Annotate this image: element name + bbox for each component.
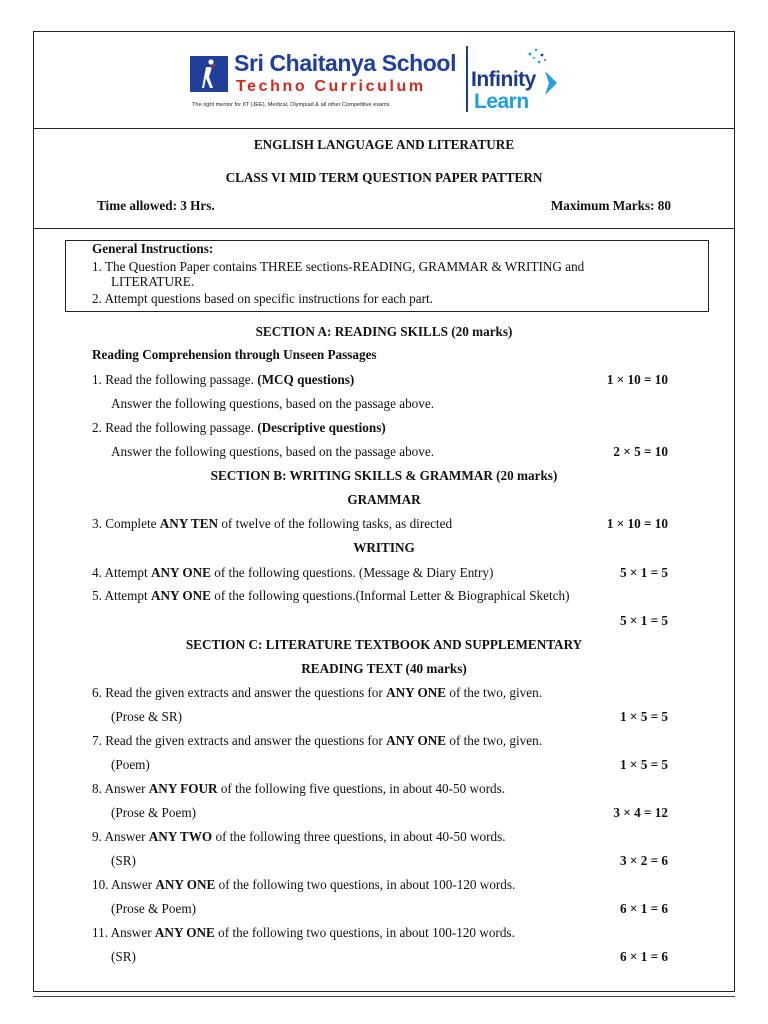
header-divider bbox=[33, 128, 735, 129]
question-9-marks: 3 × 2 = 6 bbox=[620, 853, 668, 868]
question-5-marks: 5 × 1 = 5 bbox=[620, 613, 668, 628]
question-7: 7. Read the given extracts and answer the questions for ANY ONE of the two, given. bbox=[92, 733, 543, 748]
logo-subtitle: Techno Curriculum bbox=[236, 78, 426, 95]
instruction-1-cont: LITERATURE. bbox=[111, 274, 195, 289]
instruction-1: 1. The Question Paper contains THREE sections-READING, GRAMMAR & WRITING and bbox=[92, 259, 585, 274]
question-11-sub: (SR) bbox=[111, 949, 136, 964]
question-6: 6. Read the given extracts and answer the questions for ANY ONE of the two, given. bbox=[92, 685, 543, 700]
question-10: 10. Answer ANY ONE of the following two questions, in about 100-120 words. bbox=[92, 877, 516, 892]
arrow-icon bbox=[544, 70, 558, 96]
logo-divider bbox=[466, 46, 468, 112]
instructions-heading: General Instructions: bbox=[92, 241, 214, 256]
question-3: 3. Complete ANY TEN of twelve of the following tasks, as directed bbox=[92, 516, 453, 531]
question-4: 4. Attempt ANY ONE of the following questions. (Message & Diary Entry) bbox=[92, 565, 494, 580]
question-9: 9. Answer ANY TWO of the following three questions, in about 40-50 words. bbox=[92, 829, 506, 844]
question-10-marks: 6 × 1 = 6 bbox=[620, 901, 668, 916]
question-8: 8. Answer ANY FOUR of the following five questions, in about 40-50 words. bbox=[92, 781, 506, 796]
question-1: 1. Read the following passage. (MCQ questions) bbox=[92, 372, 355, 387]
question-4-marks: 5 × 1 = 5 bbox=[620, 565, 668, 580]
question-10-sub: (Prose & Poem) bbox=[111, 901, 196, 916]
question-5: 5. Attempt ANY ONE of the following questions.(Informal Letter & Biographical Sketch) bbox=[92, 588, 570, 603]
question-7-sub: (Poem) bbox=[111, 757, 150, 772]
question-11: 11. Answer ANY ONE of the following two questions, in about 100-120 words. bbox=[92, 925, 515, 940]
question-9-sub: (SR) bbox=[111, 853, 136, 868]
question-6-marks: 1 × 5 = 5 bbox=[620, 709, 668, 724]
question-8-marks: 3 × 4 = 12 bbox=[613, 805, 668, 820]
logo-tagline: The right mentor for IIT (JEE), Medical, Olympiad & all other Competitive exams bbox=[192, 102, 390, 108]
subject-title: ENGLISH LANGUAGE AND LITERATURE bbox=[253, 137, 515, 152]
general-instructions-box bbox=[65, 240, 709, 312]
question-3-marks: 1 × 10 = 10 bbox=[606, 516, 668, 531]
question-2-sub: Answer the following questions, based on the passage above. bbox=[111, 444, 435, 459]
instruction-2: 2. Attempt questions based on specific instructions for each part. bbox=[92, 291, 433, 306]
school-emblem-icon bbox=[190, 56, 228, 92]
section-b-title: SECTION B: WRITING SKILLS & GRAMMAR (20 marks) bbox=[210, 468, 558, 483]
page-bottom-rule bbox=[33, 996, 735, 997]
section-a-title: SECTION A: READING SKILLS (20 marks) bbox=[255, 324, 513, 339]
sparkle-icon bbox=[520, 46, 550, 68]
school-logo bbox=[190, 46, 570, 116]
maximum-marks: Maximum Marks: 80 bbox=[550, 198, 671, 213]
section-c-title-cont: READING TEXT (40 marks) bbox=[301, 661, 467, 676]
grammar-heading: GRAMMAR bbox=[347, 492, 421, 507]
section-a-subtitle: Reading Comprehension through Unseen Passages bbox=[92, 347, 377, 362]
question-2: 2. Read the following passage. (Descriptive questions) bbox=[92, 420, 386, 435]
time-allowed: Time allowed: 3 Hrs. bbox=[97, 198, 215, 213]
logo-title: Sri Chaitanya School bbox=[234, 50, 457, 76]
question-6-sub: (Prose & SR) bbox=[111, 709, 183, 724]
writing-heading: WRITING bbox=[353, 540, 415, 555]
paper-title: CLASS VI MID TERM QUESTION PAPER PATTERN bbox=[225, 170, 543, 185]
question-1-sub: Answer the following questions, based on the passage above. bbox=[111, 396, 435, 411]
header-bottom-divider bbox=[33, 228, 735, 229]
partner-logo-line1: Infinity bbox=[471, 68, 536, 91]
question-8-sub: (Prose & Poem) bbox=[111, 805, 196, 820]
question-11-marks: 6 × 1 = 6 bbox=[620, 949, 668, 964]
question-7-marks: 1 × 5 = 5 bbox=[620, 757, 668, 772]
question-2-marks: 2 × 5 = 10 bbox=[613, 444, 668, 459]
question-1-marks: 1 × 10 = 10 bbox=[606, 372, 668, 387]
section-c-title: SECTION C: LITERATURE TEXTBOOK AND SUPPLEMENTARY bbox=[185, 637, 583, 652]
partner-logo-line2: Learn bbox=[474, 90, 529, 113]
